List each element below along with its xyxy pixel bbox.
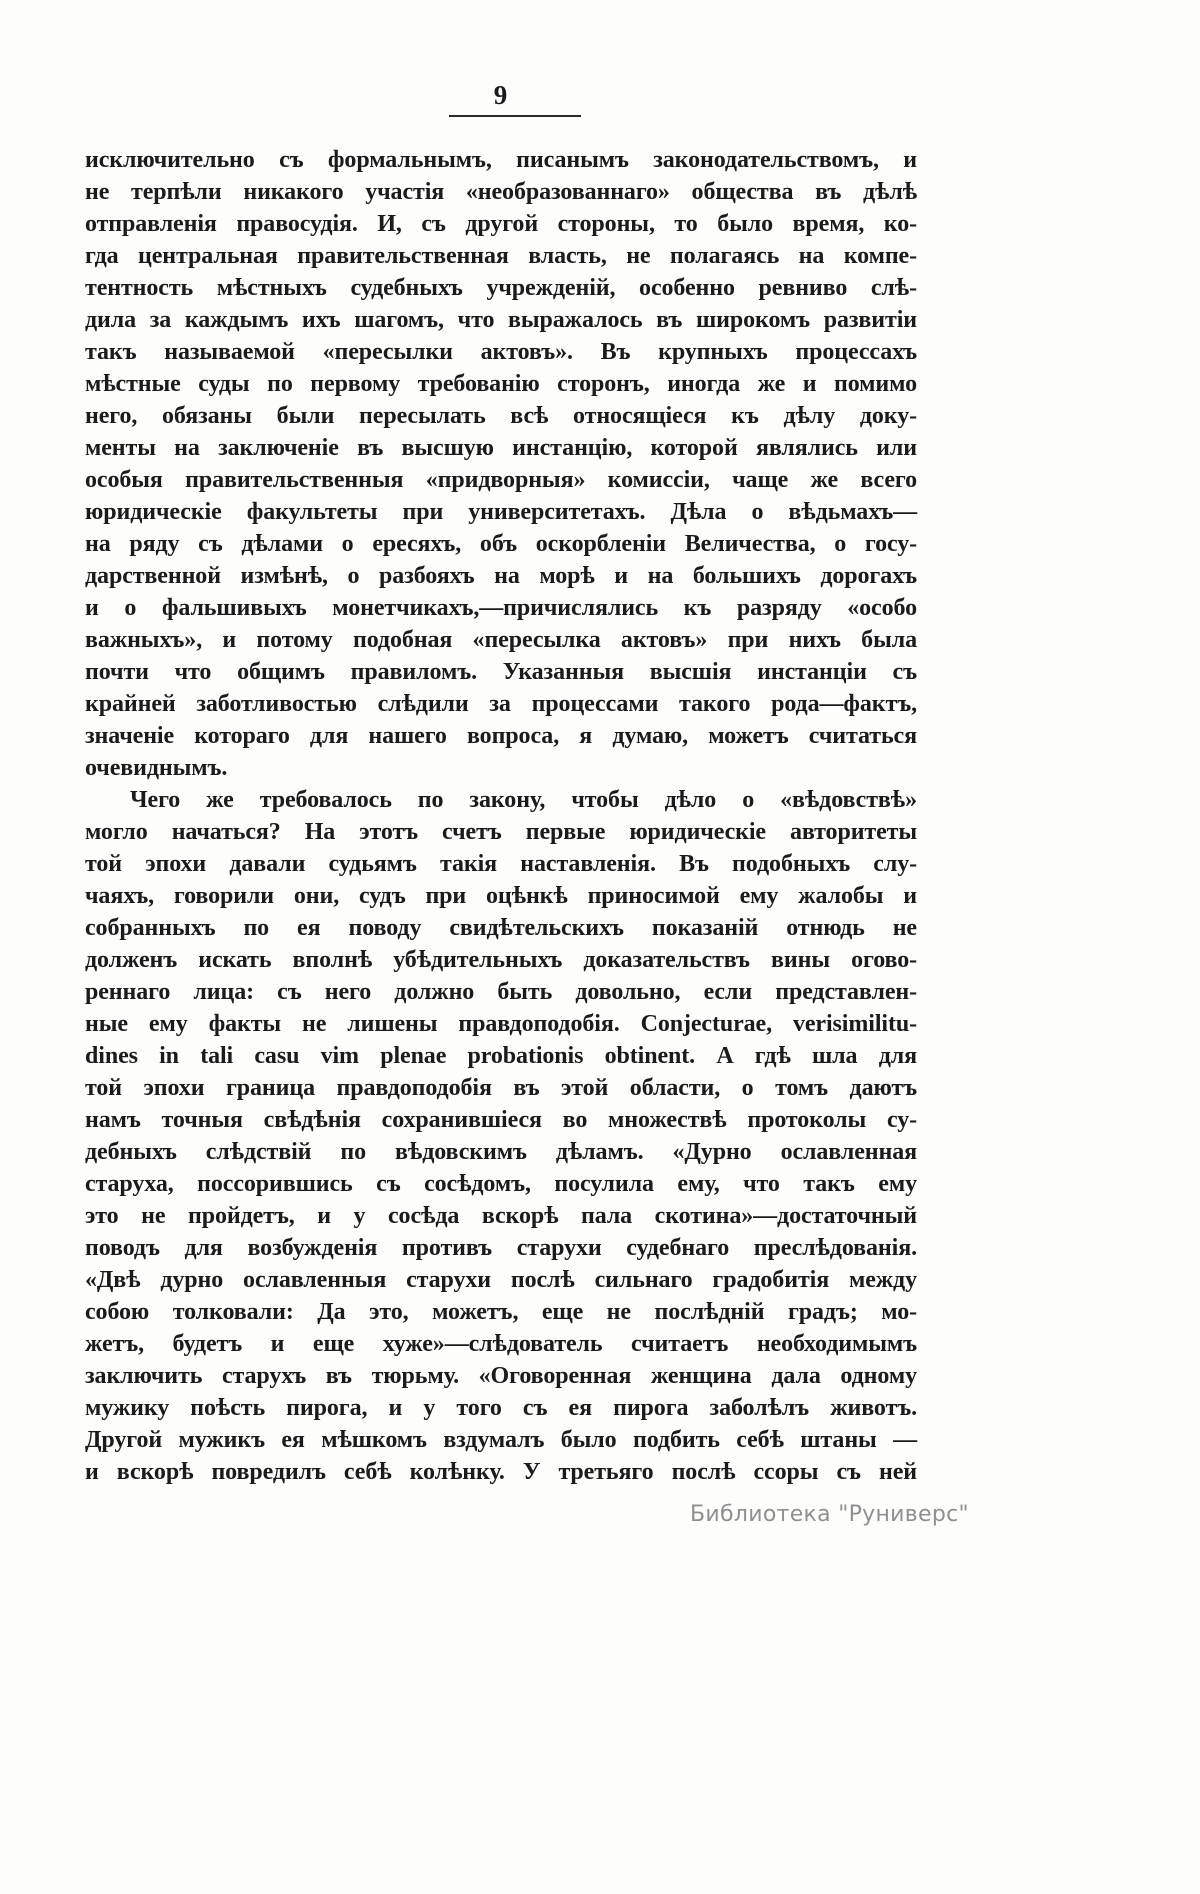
text-line: него, обязаны были пересылать всѣ относящіеся къ дѣлу доку- [85, 403, 917, 429]
text-line: собою толковали: Да это, можетъ, еще не послѣдній градъ; мо- [85, 1299, 917, 1325]
text-line: дила за каждымъ ихъ шагомъ, что выражалось въ широкомъ развитіи [85, 307, 917, 333]
text-line: старуха, поссорившись съ сосѣдомъ, посулила ему, что такъ ему [85, 1171, 917, 1197]
text-line: крайней заботливостью слѣдили за процессами такого рода—фактъ, [85, 691, 917, 717]
text-line: «Двѣ дурно ославленныя старухи послѣ сильнаго градобитія между [85, 1267, 917, 1293]
text-line: той эпохи давали судьямъ такія наставленія. Въ подобныхъ слу- [85, 851, 917, 877]
text-line: dines in tali casu vim plenae probationis obtinent. А гдѣ шла для [85, 1043, 917, 1069]
text-line: могло начаться? На этотъ счетъ первые юридическіе авторитеты [85, 819, 917, 845]
text-line: и вскорѣ повредилъ себѣ колѣнку. У третьяго послѣ ссоры съ ней [85, 1459, 917, 1485]
text-line: не терпѣли никакого участія «необразованнаго» общества въ дѣлѣ [85, 179, 917, 205]
text-line: дебныхъ слѣдствій по вѣдовскимъ дѣламъ. «Дурно ославленная [85, 1139, 917, 1165]
text-line: мѣстные суды по первому требованію сторонъ, иногда же и помимо [85, 371, 917, 397]
text-line: мужику поѣсть пирога, и у того съ ея пирога заболѣлъ животъ. [85, 1395, 917, 1421]
text-line: такъ называемой «пересылки актовъ». Въ крупныхъ процессахъ [85, 339, 917, 365]
text-line: особыя правительственныя «придворныя» комиссіи, чаще же всего [85, 467, 917, 493]
text-line: дарственной измѣнѣ, о разбояхъ на морѣ и на большихъ дорогахъ [85, 563, 917, 589]
text-line: менты на заключеніе въ высшую инстанцію, которой являлись или [85, 435, 917, 461]
text-line: юридическіе факультеты при университетахъ. Дѣла о вѣдьмахъ— [85, 499, 917, 525]
text-line: ные ему факты не лишены правдоподобія. Conjecturae, verisimilitu- [85, 1011, 917, 1037]
text-line: Другой мужикъ ея мѣшкомъ вздумалъ было подбить себѣ штаны — [85, 1427, 917, 1453]
text-line: намъ точныя свѣдѣнія сохранившіеся во множествѣ протоколы су- [85, 1107, 917, 1133]
text-line: почти что общимъ правиломъ. Указанныя высшія инстанціи съ [85, 659, 917, 685]
text-line: исключительно съ формальнымъ, писанымъ законодательствомъ, и [85, 147, 917, 173]
text-line: реннаго лица: съ него должно быть довольно, если представлен- [85, 979, 917, 1005]
text-line: гда центральная правительственная власть, не полагаясь на компе- [85, 243, 917, 269]
text-line: заключить старухъ въ тюрьму. «Оговоренная женщина дала одному [85, 1363, 917, 1389]
text-line: Чего же требовалось по закону, чтобы дѣло о «вѣдовствѣ» [130, 787, 917, 813]
text-line: очевиднымъ. [85, 755, 228, 781]
text-line: чаяхъ, говорили они, судъ при оцѣнкѣ приносимой ему жалобы и [85, 883, 917, 909]
library-watermark: Библиотека "Руниверс" [690, 1502, 969, 1527]
text-line: поводъ для возбужденія противъ старухи судебнаго преслѣдованія. [85, 1235, 917, 1261]
page-header [85, 80, 917, 117]
text-line: жетъ, будетъ и еще хуже»—слѣдователь считаетъ необходимымъ [85, 1331, 917, 1357]
text-line: это не пройдетъ, и у сосѣда вскорѣ пала скотина»—достаточный [85, 1203, 917, 1229]
text-line: долженъ искать вполнѣ убѣдительныхъ доказательствъ вины огово- [85, 947, 917, 973]
text-line: важныхъ», и потому подобная «пересылка актовъ» при нихъ была [85, 627, 917, 653]
text-line: отправленія правосудія. И, съ другой стороны, то было время, ко- [85, 211, 917, 237]
text-line: тентность мѣстныхъ судебныхъ учрежденій, особенно ревниво слѣ- [85, 275, 917, 301]
text-line: собранныхъ по ея поводу свидѣтельскихъ показаній отнюдь не [85, 915, 917, 941]
text-line: на ряду съ дѣлами о ересяхъ, объ оскорбленіи Величества, о госу- [85, 531, 917, 557]
text-line: той эпохи граница правдоподобія въ этой области, о томъ даютъ [85, 1075, 917, 1101]
page-number: 9 [493, 80, 509, 110]
text-line: и о фальшивыхъ монетчикахъ,—причислялись къ разряду «особо [85, 595, 917, 621]
body-text [85, 144, 917, 1488]
page-number-rule [449, 115, 581, 117]
text-line: значеніе котораго для нашего вопроса, я думаю, можетъ считаться [85, 723, 917, 749]
